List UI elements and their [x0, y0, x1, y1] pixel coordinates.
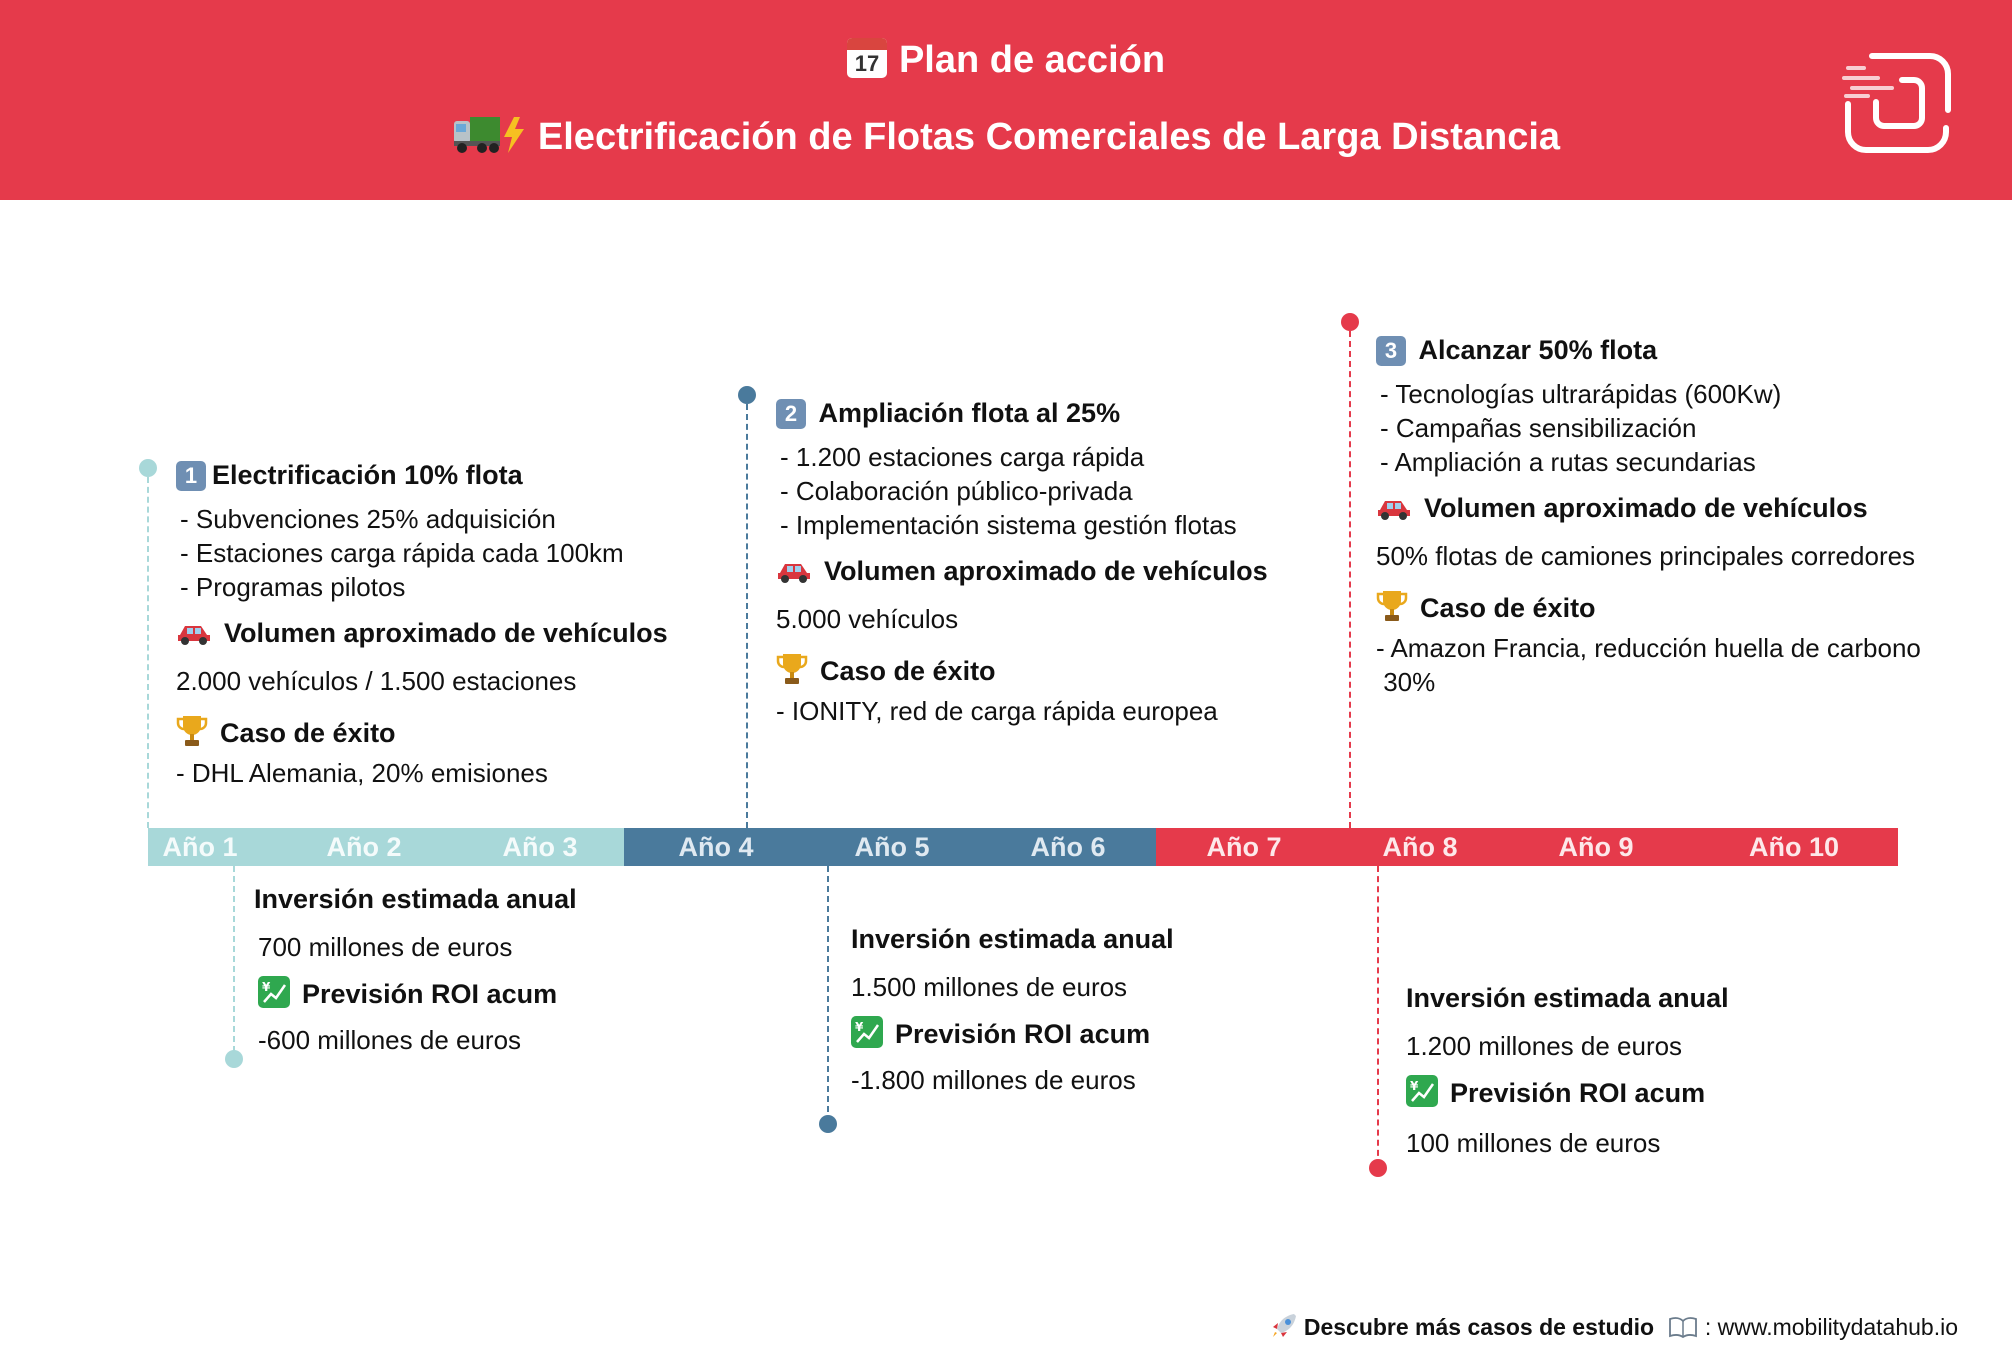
phase-1-volume-heading [176, 616, 668, 650]
phase-2-investment-marker [819, 1115, 837, 1133]
phase-1-item: - Estaciones carga rápida cada 100km [180, 538, 624, 568]
phase-1-title-row [176, 458, 668, 492]
phase-2-connector [746, 404, 748, 828]
phase-3-volume-label: Volumen aproximado de vehículos [1424, 493, 1868, 523]
footer-link[interactable]: www.mobilitydatahub.io [1717, 1314, 1958, 1340]
timeline-year-label: Año 8 [1382, 832, 1458, 862]
trophy-icon [1376, 589, 1408, 623]
phase-3-success-text: 30% [1376, 667, 1436, 697]
phase-1-block [176, 458, 668, 790]
timeline-year-label: Año 3 [502, 832, 578, 862]
svg-text:¥: ¥ [855, 1020, 864, 1034]
phase-2-investment-label: Inversión estimada anual [851, 924, 1174, 954]
phase-1-investment-label: Inversión estimada anual [254, 884, 577, 914]
number-2-badge: 2 [776, 399, 806, 429]
timeline-year-label: Año 5 [854, 832, 930, 862]
phase-3-volume-heading [1376, 491, 1921, 525]
timeline-year-label: Año 1 [162, 832, 238, 862]
car-icon [776, 557, 812, 581]
footer [1270, 1312, 1958, 1341]
phase-3-investment-marker [1369, 1159, 1387, 1177]
phase-2-volume-value: 5.000 vehículos [776, 604, 959, 634]
calendar-icon: 17 [847, 38, 887, 78]
timeline-year-label: Año 7 [1206, 832, 1282, 862]
phase-3-investment-connector [1377, 866, 1379, 1166]
chart-up-icon [258, 976, 290, 1008]
footer-cta: Descubre más casos de estudio [1303, 1314, 1655, 1340]
phase-2-item: - Implementación sistema gestión flotas [780, 510, 1237, 540]
phase-2-success-heading [776, 652, 1268, 688]
phase-1-success-text: - DHL Alemania, 20% emisiones [176, 758, 548, 788]
number-3-badge: 3 [1376, 336, 1406, 366]
phase-3-investment-label: Inversión estimada anual [1406, 983, 1729, 1013]
phase-2-item: - Colaboración público-privada [780, 476, 1133, 506]
phase-2-title-row [776, 396, 1268, 430]
phase-3-roi-heading [1406, 1075, 1729, 1110]
phase-2-investment-connector [827, 866, 829, 1122]
phase-1-investment-marker [225, 1050, 243, 1068]
trophy-icon [776, 652, 808, 686]
phase-1-finance-block [254, 882, 577, 1057]
timeline-year-label: Año 6 [1030, 832, 1106, 862]
phase-1-marker [139, 459, 157, 477]
phase-2-volume-heading [776, 554, 1268, 588]
timeline-year-label: Año 10 [1748, 832, 1840, 862]
phase-1-connector [147, 477, 149, 828]
phase-1-roi-label: Previsión ROI acum [302, 979, 558, 1009]
phase-1-investment-connector [233, 866, 235, 1052]
phase-1-volume-value: 2.000 vehículos / 1.500 estaciones [176, 666, 577, 696]
phase-2-item: - 1.200 estaciones carga rápida [780, 442, 1145, 472]
phase-2-block [776, 396, 1268, 728]
phase-3-success-label: Caso de éxito [1420, 593, 1596, 623]
chart-up-icon [851, 1016, 883, 1048]
phase-2-success-text: - IONITY, red de carga rápida europea [776, 696, 1218, 726]
phase-2-roi-value: -1.800 millones de euros [851, 1065, 1136, 1095]
phase-3-item: - Campañas sensibilización [1380, 413, 1697, 443]
phase-3-item: - Ampliación a rutas secundarias [1380, 447, 1756, 477]
phase-1-success-label: Caso de éxito [220, 718, 396, 748]
phase-2-title: Ampliación flota al 25% [818, 398, 1121, 428]
brand-logo [1842, 48, 1954, 158]
phase-3-volume-value: 50% flotas de camiones principales corredores [1376, 541, 1916, 571]
chart-up-icon [1406, 1075, 1438, 1107]
page-title-row [0, 38, 2012, 82]
phase-2-volume-label: Volumen aproximado de vehículos [824, 556, 1268, 586]
phase-3-success-text: - Amazon Francia, reducción huella de carbono [1376, 633, 1921, 663]
phase-3-success-heading [1376, 589, 1921, 625]
page-title: Plan de acción [898, 39, 1166, 81]
phase-1-title: Electrificación 10% flota [212, 460, 523, 490]
page-subtitle: Electrificación de Flotas Comerciales de Larga Distancia [537, 116, 1561, 158]
car-icon [1376, 494, 1412, 518]
phase-1-roi-value: -600 millones de euros [258, 1025, 522, 1055]
phase-2-roi-label: Previsión ROI acum [895, 1019, 1151, 1049]
phase-3-title-row [1376, 333, 1921, 367]
truck-lightning-icon [452, 115, 528, 155]
phase-3-title: Alcanzar 50% flota [1418, 335, 1658, 365]
phase-3-roi-label: Previsión ROI acum [1450, 1078, 1706, 1108]
book-icon [1668, 1315, 1698, 1339]
page-subtitle-row [0, 115, 2012, 159]
timeline-year-label: Año 2 [326, 832, 402, 862]
footer-separator: : [1698, 1314, 1718, 1340]
number-1-badge: 1 [176, 461, 206, 491]
svg-text:¥: ¥ [1410, 1079, 1419, 1093]
phase-3-item: - Tecnologías ultrarápidas (600Kw) [1380, 379, 1782, 409]
phase-2-marker [738, 386, 756, 404]
phase-1-item: - Programas pilotos [180, 572, 406, 602]
phase-2-roi-heading [851, 1016, 1174, 1051]
trophy-icon [176, 714, 208, 748]
timeline-year-label: Año 4 [678, 832, 754, 862]
phase-1-success-heading [176, 714, 668, 750]
phase-3-connector [1349, 331, 1351, 828]
phase-1-investment-value: 700 millones de euros [258, 932, 513, 962]
phase-2-finance-block [851, 922, 1174, 1097]
phase-3-finance-block [1406, 981, 1729, 1160]
phase-1-item: - Subvenciones 25% adquisición [180, 504, 556, 534]
phase-3-block [1376, 333, 1921, 699]
car-icon [176, 619, 212, 643]
phase-1-volume-label: Volumen aproximado de vehículos [224, 618, 668, 648]
timeline-year-label: Año 9 [1558, 832, 1634, 862]
phase-1-roi-heading [254, 976, 577, 1011]
phase-3-roi-value: 100 millones de euros [1406, 1128, 1661, 1158]
phase-2-investment-value: 1.500 millones de euros [851, 972, 1128, 1002]
phase-3-investment-value: 1.200 millones de euros [1406, 1031, 1683, 1061]
svg-text:¥: ¥ [262, 980, 271, 994]
phase-2-success-label: Caso de éxito [820, 656, 996, 686]
rocket-icon [1270, 1312, 1298, 1340]
header-banner [0, 0, 2012, 200]
phase-3-marker [1341, 313, 1359, 331]
